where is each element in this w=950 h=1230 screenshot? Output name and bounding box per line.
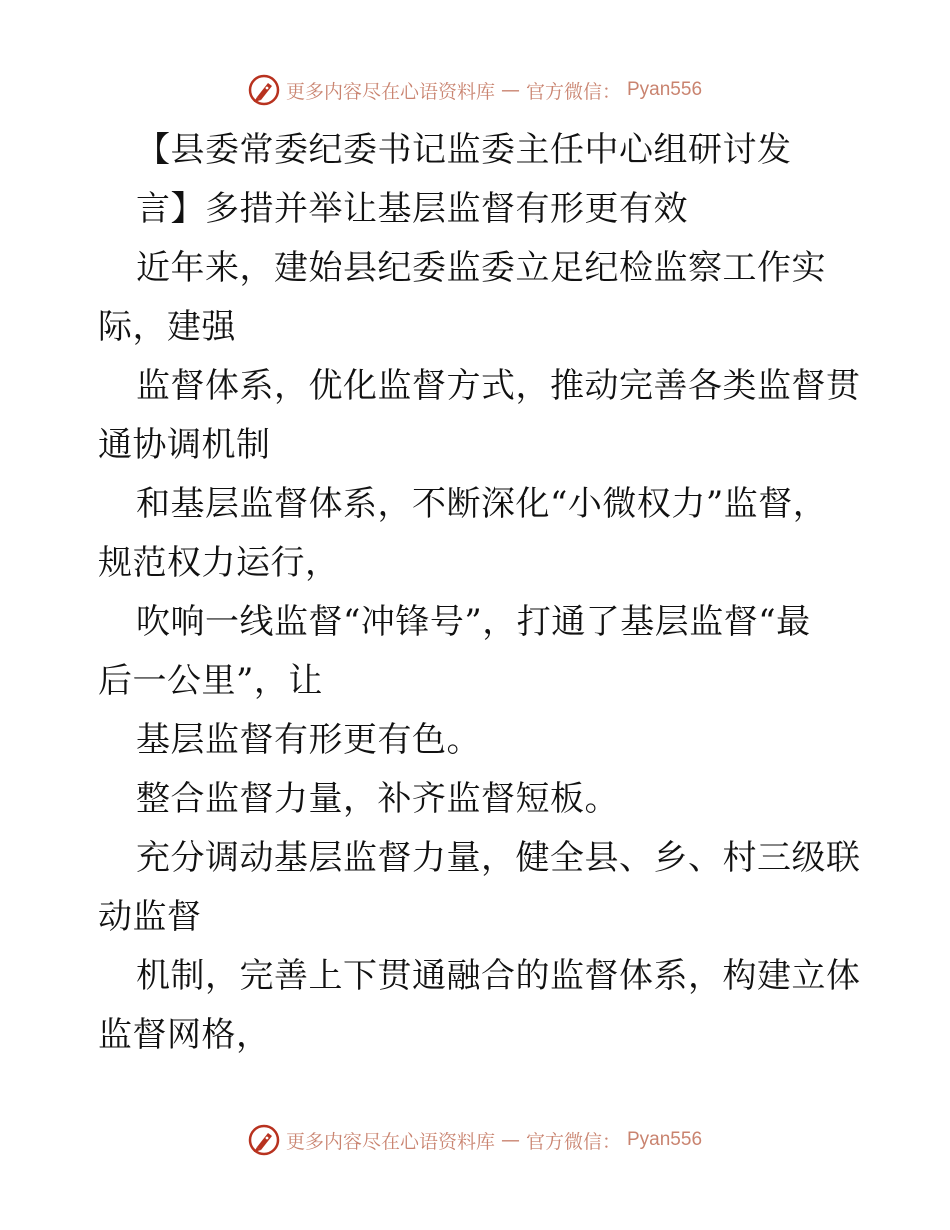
wechat-label: 官方微信：: [525, 1130, 621, 1153]
paragraph-line: 近年来，建始县纪委监委立足纪检监察工作实: [136, 248, 826, 288]
wechat-id: Pyan556: [627, 1129, 703, 1150]
paragraph-line: 吹响一线监督“冲锋号”，打通了基层监督“最: [136, 602, 811, 642]
site-name: 更多内容尽在心语资料库: [285, 1130, 495, 1153]
paragraph-line: 和基层监督体系，不断深化“小微权力”监督，: [136, 484, 828, 524]
paragraph-line: 充分调动基层监督力量，健全县、乡、村三级联: [136, 838, 861, 878]
separator: —: [500, 79, 520, 101]
pen-nib-logo-icon: [248, 1124, 280, 1156]
paragraph-lines: [98, 239, 861, 1065]
header-banner: [0, 70, 950, 110]
site-name: 更多内容尽在心语资料库: [285, 80, 495, 103]
paragraph-line: 基层监督有形更有色。: [136, 720, 481, 760]
paragraph-line: 监督网格，: [98, 1015, 271, 1055]
paragraph-line: 机制，完善上下贯通融合的监督体系，构建立体: [136, 956, 861, 996]
pen-nib-logo-icon: [248, 74, 280, 106]
paragraph-line: 后一公里”，让: [98, 661, 323, 701]
wechat-id: Pyan556: [627, 79, 703, 100]
paragraph-line: 通协调机制: [98, 425, 271, 465]
separator: —: [500, 1129, 520, 1151]
document-body: [98, 121, 861, 1065]
paragraph-line: 规范权力运行，: [98, 543, 340, 583]
title-line-2: 言】多措并举让基层监督有形更有效: [136, 189, 688, 229]
footer-banner: [0, 1120, 950, 1160]
paragraph-line: 动监督: [98, 897, 202, 937]
paragraph-line: 整合监督力量，补齐监督短板。: [136, 779, 619, 819]
paragraph-line: 际，建强: [98, 307, 236, 347]
title-line-1: 【县委常委纪委书记监委主任中心组研讨发: [136, 130, 792, 170]
wechat-label: 官方微信：: [525, 80, 621, 103]
paragraph-line: 监督体系，优化监督方式，推动完善各类监督贯: [136, 366, 861, 406]
